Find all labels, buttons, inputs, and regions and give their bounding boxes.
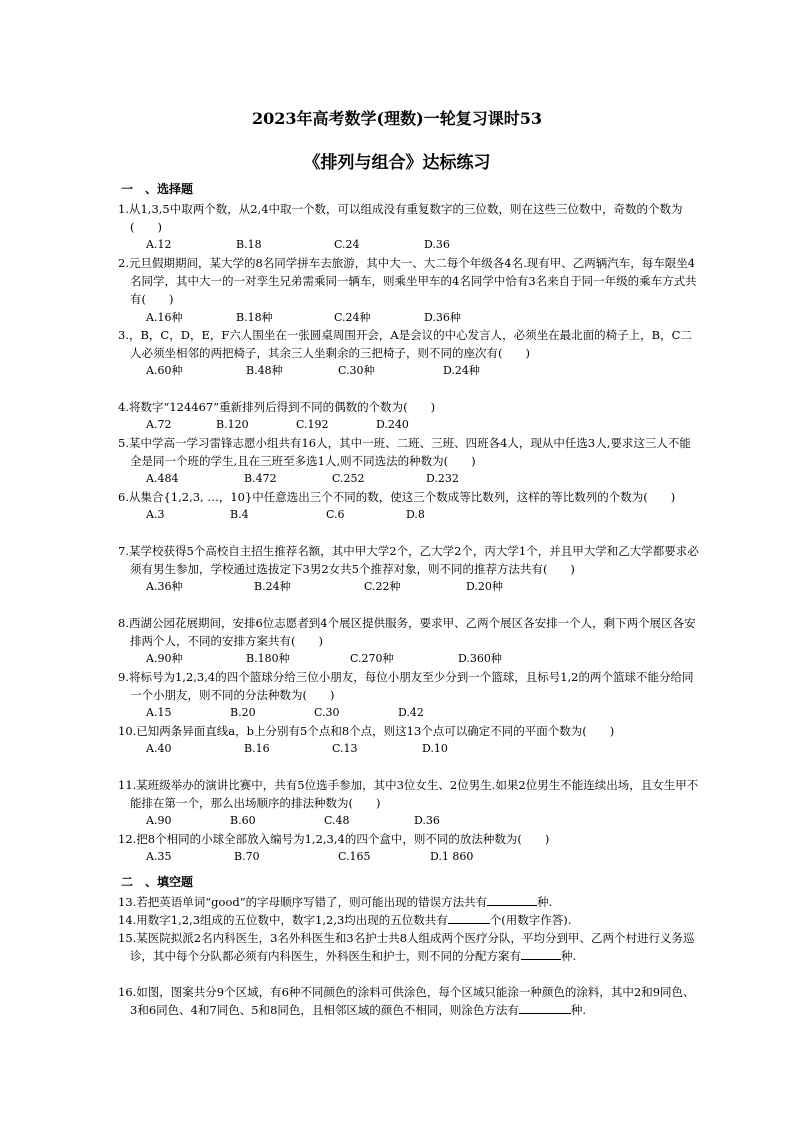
- question-options: [118, 236, 700, 253]
- question-text: 14.用数字1,2,3组成的五位数中，数字1,2,3均出现的五位数共有: [118, 913, 448, 927]
- question-14: [118, 911, 700, 929]
- option-d: D.10: [422, 742, 448, 756]
- option-a: A.3: [146, 508, 165, 522]
- question-stem: 5.某中学高一学习雷锋志愿小组共有16人，其中一班、二班、三班、四班各4人，现从中任选3人,要求这三人不能全是同一个班的学生,且在三班至多选1人,则不同选法的种数为( ): [118, 436, 691, 469]
- question-stem: 10.已知两条异面直线a，b上分别有5个点和8个点，则这13个点可以确定不同的平面个数为( ): [118, 724, 615, 738]
- option-d: D.360种: [458, 652, 502, 666]
- answer-blank[interactable]: [487, 893, 537, 906]
- option-c: C.48: [324, 814, 350, 828]
- question-stem: [118, 911, 700, 929]
- question-11: [118, 776, 700, 829]
- question-stem: 2.元旦假期期间，某大学的8名同学拼车去旅游，其中大一、大二每个年级各4名.现有甲、乙两辆汽车，每车限坐4名同学，其中大一的一对孪生兄弟需乘同一辆车，则乘坐甲车的4名同学中恰有3名来自于同一年级的乘车方式共有( ): [118, 256, 697, 307]
- option-a: A.40: [146, 742, 172, 756]
- option-b: B.24种: [254, 580, 291, 594]
- question-options: [118, 704, 700, 721]
- question-1: [118, 200, 700, 253]
- page-subtitle: 《排列与组合》达标练习: [303, 153, 491, 173]
- option-c: C.30: [314, 706, 340, 720]
- question-stem: 11.某班级举办的演讲比赛中，共有5位选手参加，其中3位女生、2位男生.如果2位男生不能连续出场，且女生甲不能排在第一个，那么出场顺序的排法种数为( ): [118, 778, 699, 811]
- option-c: C.24种: [334, 310, 371, 324]
- question-16: [118, 983, 700, 1019]
- question-text: 13.若把英语单词“good”的字母顺序写错了，则可能出现的错误方法共有: [118, 895, 488, 909]
- question-options: [118, 416, 700, 433]
- page-title: 2023年高考数学(理数)一轮复习课时53: [252, 109, 542, 128]
- option-b: B.18: [236, 238, 262, 252]
- question-text-end: 种.: [570, 1003, 587, 1018]
- question-5: [118, 434, 700, 487]
- question-stem: 7.某学校获得5个高校自主招生推荐名额，其中甲大学2个，乙大学2个，丙大学1个，并且甲大学和乙大学都要求必须有男生参加，学校通过选拔定下3男2女共5个推荐对象，则不同的推荐方法共有( ): [118, 544, 699, 577]
- option-a: A.484: [146, 472, 179, 486]
- question-text: 16.如图，图案共分9个区域，有6种不同颜色的涂料可供涂色，每个区域只能涂一种颜色的涂料，其中2和9同色、3和6同色、4和7同色、5和8同色，且相邻区域的颜色不相同，则涂色方法有: [118, 985, 695, 1018]
- question-12: [118, 830, 700, 865]
- option-d: D.36种: [424, 310, 461, 324]
- question-2: [118, 254, 700, 326]
- question-6: [118, 488, 700, 523]
- question-stem: 1.从1,3,5中取两个数，从2,4中取一个数，可以组成没有重复数字的三位数，则在这些三位数中，奇数的个数为( ): [118, 202, 683, 235]
- option-c: C.165: [338, 850, 371, 864]
- option-c: C.13: [332, 742, 358, 756]
- question-stem: 3.，B，C，D，E，F六人围坐在一张圆桌周围开会，A是会议的中心发言人，必须坐在最北面的椅子上，B，C二人必须坐相邻的两把椅子，其余三人坐剩余的三把椅子，则不同的座次有( ): [118, 328, 692, 361]
- question-8: [118, 614, 700, 667]
- option-a: A.36种: [146, 580, 183, 594]
- option-c: C.192: [296, 418, 329, 432]
- question-3: [118, 326, 700, 379]
- option-b: B.472: [244, 472, 277, 486]
- question-options: [118, 740, 700, 757]
- question-7: [118, 542, 700, 595]
- option-b: B.20: [230, 706, 256, 720]
- option-a: A.15: [146, 706, 172, 720]
- question-13: [118, 893, 700, 911]
- option-b: B.120: [216, 418, 249, 432]
- option-c: C.22种: [364, 580, 401, 594]
- option-a: A.12: [146, 238, 172, 252]
- question-text: 15.某医院拟派2名内科医生，3名外科医生和3名护士共8人组成两个医疗分队，平均分到甲、乙两个村进行义务巡诊，其中每个分队都必须有内科医生，外科医生和护士，则不同的分配方案有: [118, 931, 695, 964]
- option-d: D.1 860: [430, 850, 474, 864]
- option-a: A.72: [146, 418, 172, 432]
- option-b: B.70: [234, 850, 260, 864]
- answer-blank[interactable]: [521, 947, 561, 960]
- question-stem: 6.从集合{1,2,3, …，10}中任意选出三个不同的数，使这三个数成等比数列，这样的等比数列的个数为( ): [118, 490, 676, 504]
- question-options: [118, 362, 700, 379]
- option-c: C.24: [334, 238, 360, 252]
- option-d: D.20种: [466, 580, 503, 594]
- answer-blank[interactable]: [519, 1001, 571, 1014]
- option-b: B.60: [230, 814, 256, 828]
- option-b: B.4: [230, 508, 249, 522]
- question-9: [118, 668, 700, 721]
- option-d: D.8: [406, 508, 425, 522]
- question-options: [118, 650, 700, 667]
- option-b: B.180种: [246, 652, 290, 666]
- option-a: A.60种: [146, 364, 183, 378]
- option-a: A.90: [146, 814, 172, 828]
- question-options: [118, 506, 700, 523]
- question-options: [118, 812, 700, 829]
- option-a: A.16种: [146, 310, 183, 324]
- question-options: [118, 578, 700, 595]
- option-d: D.36: [424, 238, 450, 252]
- answer-blank[interactable]: [448, 911, 490, 924]
- question-15: [118, 929, 700, 965]
- option-d: D.240: [376, 418, 409, 432]
- option-c: C.270种: [350, 652, 394, 666]
- question-text-end: 种.: [537, 895, 553, 909]
- question-stem: [118, 893, 700, 911]
- question-stem: 9.将标号为1,2,3,4的四个篮球分给三位小朋友，每位小朋友至少分到一个篮球，且标号1,2的两个篮球不能分给同一个小朋友，则不同的分法种数为( ): [118, 670, 694, 703]
- question-text-end: 种.: [561, 949, 577, 964]
- question-options: [118, 470, 700, 487]
- option-b: B.18种: [236, 310, 273, 324]
- option-b: B.48种: [246, 364, 283, 378]
- section-heading-fill: 二 、填空题: [121, 875, 194, 889]
- question-text-end: 个(用数字作答).: [489, 913, 572, 927]
- option-c: C.252: [332, 472, 365, 486]
- question-options: [118, 309, 700, 326]
- section-heading-choice: 一 、选择题: [121, 182, 194, 196]
- option-d: D.42: [398, 706, 424, 720]
- option-c: C.6: [326, 508, 345, 522]
- option-d: D.36: [414, 814, 440, 828]
- question-stem: 8.西湖公园花展期间，安排6位志愿者到4个展区提供服务，要求甲、乙两个展区各安排一个人，剩下两个展区各安排两个人，不同的安排方案共有( ): [118, 616, 696, 649]
- question-stem: 12.把8个相同的小球全部放入编号为1,2,3,4的四个盒中，则不同的放法种数为( ): [118, 832, 550, 846]
- option-b: B.16: [244, 742, 270, 756]
- question-stem: [118, 983, 700, 1019]
- option-c: C.30种: [338, 364, 375, 378]
- question-4: [118, 398, 700, 433]
- question-stem: [118, 929, 700, 965]
- question-10: [118, 722, 700, 757]
- option-a: A.90种: [146, 652, 183, 666]
- question-stem: 4.将数字“124467”重新排列后得到不同的偶数的个数为( ): [118, 400, 436, 414]
- option-d: D.232: [426, 472, 459, 486]
- option-d: D.24种: [443, 364, 480, 378]
- option-a: A.35: [146, 850, 172, 864]
- question-options: [118, 848, 700, 865]
